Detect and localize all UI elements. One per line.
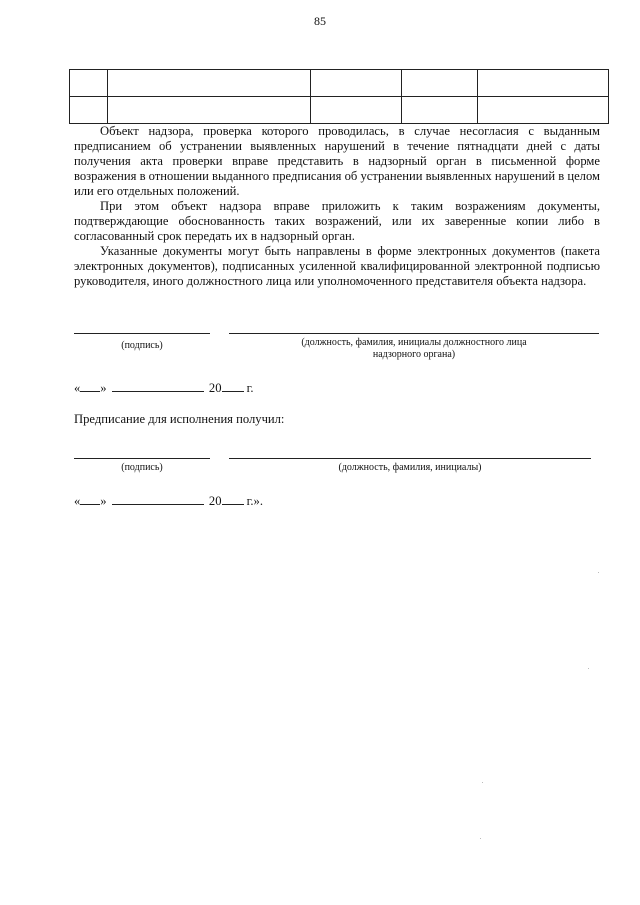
table-row: [70, 70, 609, 97]
position-caption-line2: надзорного органа): [372, 349, 456, 360]
table-cell: [70, 97, 108, 124]
year-prefix: 20: [208, 381, 222, 395]
paragraph-objection: Объект надзора, проверка которого проводилась, в случае несогласия с выданным предписанием об устранении выявленных нарушений в течение пятнадцати дней с даты получения акта проверки вправе представить в надзорный орган в письменной форме возражения в отношении выданного предписания об устранении выявленных нарушений в целом или его отдельных положений.: [74, 124, 600, 198]
year-blank: [222, 494, 244, 505]
signature-line: [74, 333, 210, 334]
month-blank: [112, 494, 204, 505]
table-cell: [478, 70, 609, 97]
scan-speck: [482, 782, 483, 783]
table-row: [70, 97, 609, 124]
day-blank: [80, 494, 100, 505]
paragraph-electronic: Указанные документы могут быть направлены в форме электронных документов (пакета электронных документов), подписанных усиленной квалифицированной электронной подписью руководителя, иного должностного лица или уполномоченного представителя объекта надзора.: [74, 244, 600, 288]
month-blank: [112, 381, 204, 392]
signature-caption: (подпись): [121, 462, 163, 473]
date-close-quote: »: [100, 494, 107, 508]
year-prefix: 20: [208, 494, 222, 508]
year-suffix: г.».: [246, 494, 263, 508]
date-line: [74, 381, 254, 396]
table-cell: [402, 97, 478, 124]
position-caption: (должность, фамилия, инициалы): [338, 462, 482, 473]
table-cell: [478, 97, 609, 124]
page-number: 85: [314, 14, 326, 28]
table-cell: [70, 70, 108, 97]
table-cell: [108, 97, 311, 124]
scan-speck: [480, 838, 481, 839]
table-cell: [402, 70, 478, 97]
table-cell: [311, 97, 402, 124]
signature-caption: (подпись): [121, 340, 163, 351]
year-blank: [222, 381, 244, 392]
position-line: [229, 458, 591, 459]
scan-speck: [588, 668, 589, 669]
day-blank: [80, 381, 100, 392]
table-cell: [311, 70, 402, 97]
paragraph-attachments: При этом объект надзора вправе приложить к таким возражениям документы, подтверждающие обоснованность таких возражений, или их заверенные копии либо в согласованный срок передать их в надзорный орган.: [74, 199, 600, 243]
date-open-quote: «: [74, 381, 81, 395]
signature-line: [74, 458, 210, 459]
date-open-quote: «: [74, 494, 81, 508]
position-line: [229, 333, 599, 334]
received-label: Предписание для исполнения получил:: [74, 412, 285, 426]
position-caption: [229, 337, 599, 361]
scan-speck: [598, 572, 599, 573]
position-caption-line1: (должность, фамилия, инициалы должностного лица: [301, 337, 527, 348]
table-cell: [108, 70, 311, 97]
form-table: [69, 69, 609, 124]
body-text: [74, 124, 600, 289]
date-close-quote: »: [100, 381, 107, 395]
year-suffix: г.: [246, 381, 254, 395]
date-line: [74, 494, 263, 509]
